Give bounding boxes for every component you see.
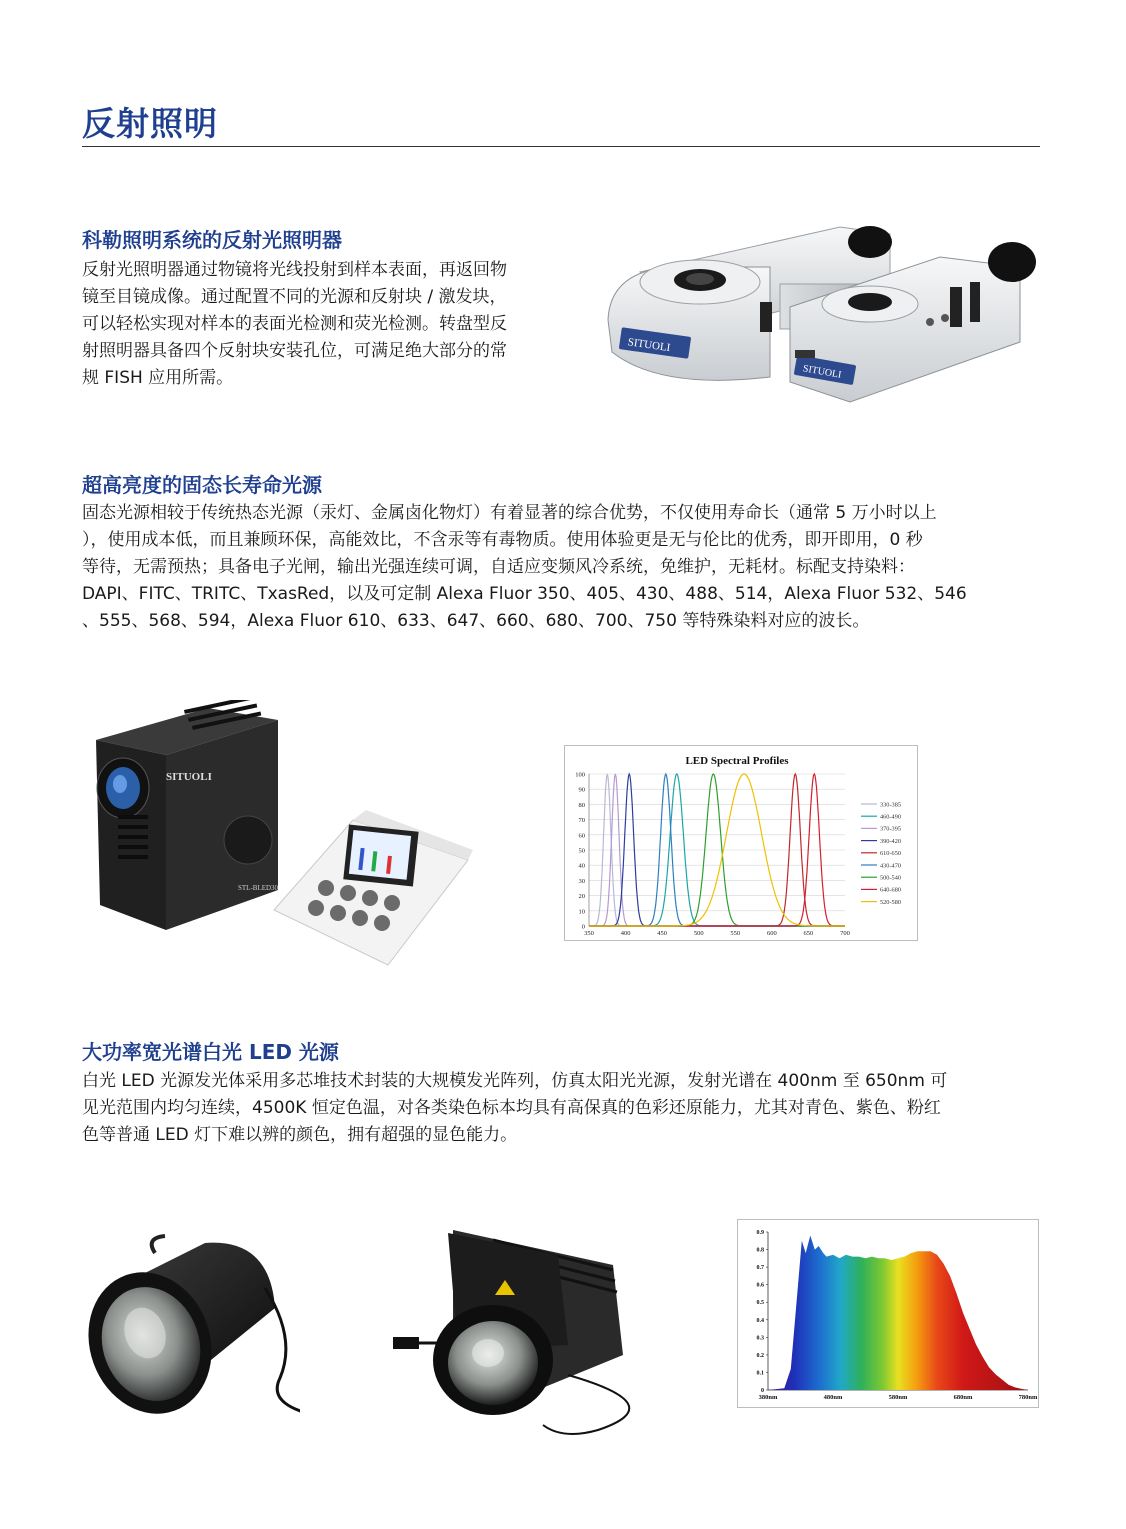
text-line: 可以轻松实现对样本的表面光检测和荧光检测。转盘型反 <box>82 314 507 334</box>
led-spectral-chart <box>565 746 917 940</box>
y-tick-label: 80 <box>578 801 585 809</box>
led-spectral-chart-frame <box>564 745 918 941</box>
legend-label: 520-580 <box>880 898 901 906</box>
text-line: 规 FISH 应用所需。 <box>82 368 234 388</box>
legend-label: 640-680 <box>880 886 901 894</box>
x-tick-label: 700 <box>840 930 850 937</box>
text-line: 白光 LED 光源发光体采用多芯堆技术封装的大规模发光阵列，仿真太阳光光源，发射光谱在 400nm 至 650nm 可 <box>82 1071 948 1091</box>
section-body-white-led-source <box>82 1068 1042 1149</box>
section-heading-white-led-source: 大功率宽光谱白光 LED 光源 <box>82 1040 339 1064</box>
chart-title: LED Spectral Profiles <box>685 755 789 767</box>
model-label: STL-BLED30 <box>238 884 279 892</box>
title-divider <box>82 146 1040 147</box>
text-line: DAPI、FITC、TRITC、TxasRed，以及可定制 Alexa Fluor 350、405、430、488、514，Alexa Fluor 532、546 <box>82 584 967 604</box>
x-tick-label: 450 <box>657 930 668 937</box>
reflected-illuminator-photo <box>600 212 1040 412</box>
y-tick-label: 0 <box>761 1388 764 1394</box>
brand-label: SITUOLI <box>627 336 672 355</box>
y-tick-label: 0.7 <box>756 1265 764 1272</box>
y-tick-label: 0.6 <box>756 1282 764 1289</box>
x-tick-label: 350 <box>584 930 594 937</box>
y-tick-label: 60 <box>578 832 585 840</box>
x-tick-label: 600 <box>766 930 777 937</box>
y-tick-label: 70 <box>578 817 585 825</box>
y-tick-label: 90 <box>578 786 585 794</box>
x-tick-label: 550 <box>730 930 741 937</box>
x-tick-label: 400 <box>620 930 631 937</box>
section-heading-solid-state-source: 超高亮度的固态长寿命光源 <box>82 473 322 497</box>
text-line: 、555、568、594，Alexa Fluor 610、633、647、660、680、700、750 等特殊染料对应的波长。 <box>82 611 870 631</box>
solid-state-light-source-photo <box>88 700 478 970</box>
spectrum-area <box>768 1236 1028 1391</box>
x-tick-label: 500 <box>693 930 704 937</box>
section-body-reflected-illuminator <box>82 257 582 392</box>
x-tick-label: 650 <box>803 930 814 937</box>
y-tick-label: 0.1 <box>756 1370 764 1377</box>
text-line: 色等普通 LED 灯下难以辨的颜色，拥有超强的显色能力。 <box>82 1125 518 1145</box>
y-tick-label: 0.8 <box>756 1247 764 1254</box>
legend-label: 610-650 <box>880 850 901 858</box>
legend-label: 430-470 <box>880 862 901 870</box>
y-tick-label: 0.5 <box>756 1300 764 1307</box>
x-tick-label: 480nm <box>823 1394 843 1401</box>
text-line: 等待，无需预热；具备电子光闸，输出光强连续可调，自适应变频风冷系统，免维护，无耗材。标配支持染料： <box>82 557 915 577</box>
page-title: 反射照明 <box>82 104 218 143</box>
x-tick-label: 680nm <box>953 1394 973 1401</box>
text-line: 镜至目镜成像。通过配置不同的光源和反射块 / 激发块， <box>82 287 507 307</box>
text-line: 固态光源相较于传统热态光源（汞灯、金属卤化物灯）有着显著的综合优势，不仅使用寿命长（通常 5 万小时以上 <box>82 503 937 523</box>
section-heading-reflected-illuminator: 科勒照明系统的反射光照明器 <box>82 228 342 252</box>
y-tick-label: 0 <box>581 923 585 931</box>
text-line: 射照明器具备四个反射块安装孔位，可满足绝大部分的常 <box>82 341 507 361</box>
legend-label: 390-420 <box>880 837 901 845</box>
white-led-spectrum-chart <box>738 1220 1038 1407</box>
legend-label: 330-385 <box>880 801 901 809</box>
y-tick-label: 100 <box>575 771 585 779</box>
section-body-solid-state-source <box>82 500 1042 635</box>
text-line: 见光范围内均匀连续，4500K 恒定色温，对各类染色标本均具有高保真的色彩还原能力，尤其对青色、紫色、粉红 <box>82 1098 941 1118</box>
y-tick-label: 30 <box>578 877 585 885</box>
cylindrical-led-module-photo <box>85 1228 300 1443</box>
y-tick-label: 0.9 <box>756 1230 764 1236</box>
x-tick-label: 380nm <box>758 1394 778 1401</box>
square-led-module-photo <box>383 1225 633 1445</box>
y-tick-label: 0.3 <box>756 1335 764 1342</box>
legend-label: 460-490 <box>880 813 901 821</box>
legend-label: 370-395 <box>880 825 901 833</box>
y-tick-label: 20 <box>578 893 585 901</box>
brand-label-front: SITUOLI <box>801 363 843 381</box>
x-tick-label: 580nm <box>888 1394 908 1401</box>
y-tick-label: 10 <box>578 908 585 916</box>
y-tick-label: 0.2 <box>756 1352 764 1359</box>
x-tick-label: 780nm <box>1018 1394 1038 1401</box>
legend-label: 500-540 <box>880 874 901 882</box>
text-line: 反射光照明器通过物镜将光线投射到样本表面，再返回物 <box>82 260 507 280</box>
y-tick-label: 40 <box>578 862 585 870</box>
y-tick-label: 50 <box>578 847 585 855</box>
text-line: ），使用成本低，而且兼顾环保，高能效比，不含汞等有毒物质。使用体验更是无与伦比的优秀，即开即用，0 秒 <box>82 530 923 550</box>
white-led-spectrum-frame <box>737 1219 1039 1408</box>
source-brand-label: SITUOLI <box>166 771 212 783</box>
y-tick-label: 0.4 <box>756 1317 764 1324</box>
